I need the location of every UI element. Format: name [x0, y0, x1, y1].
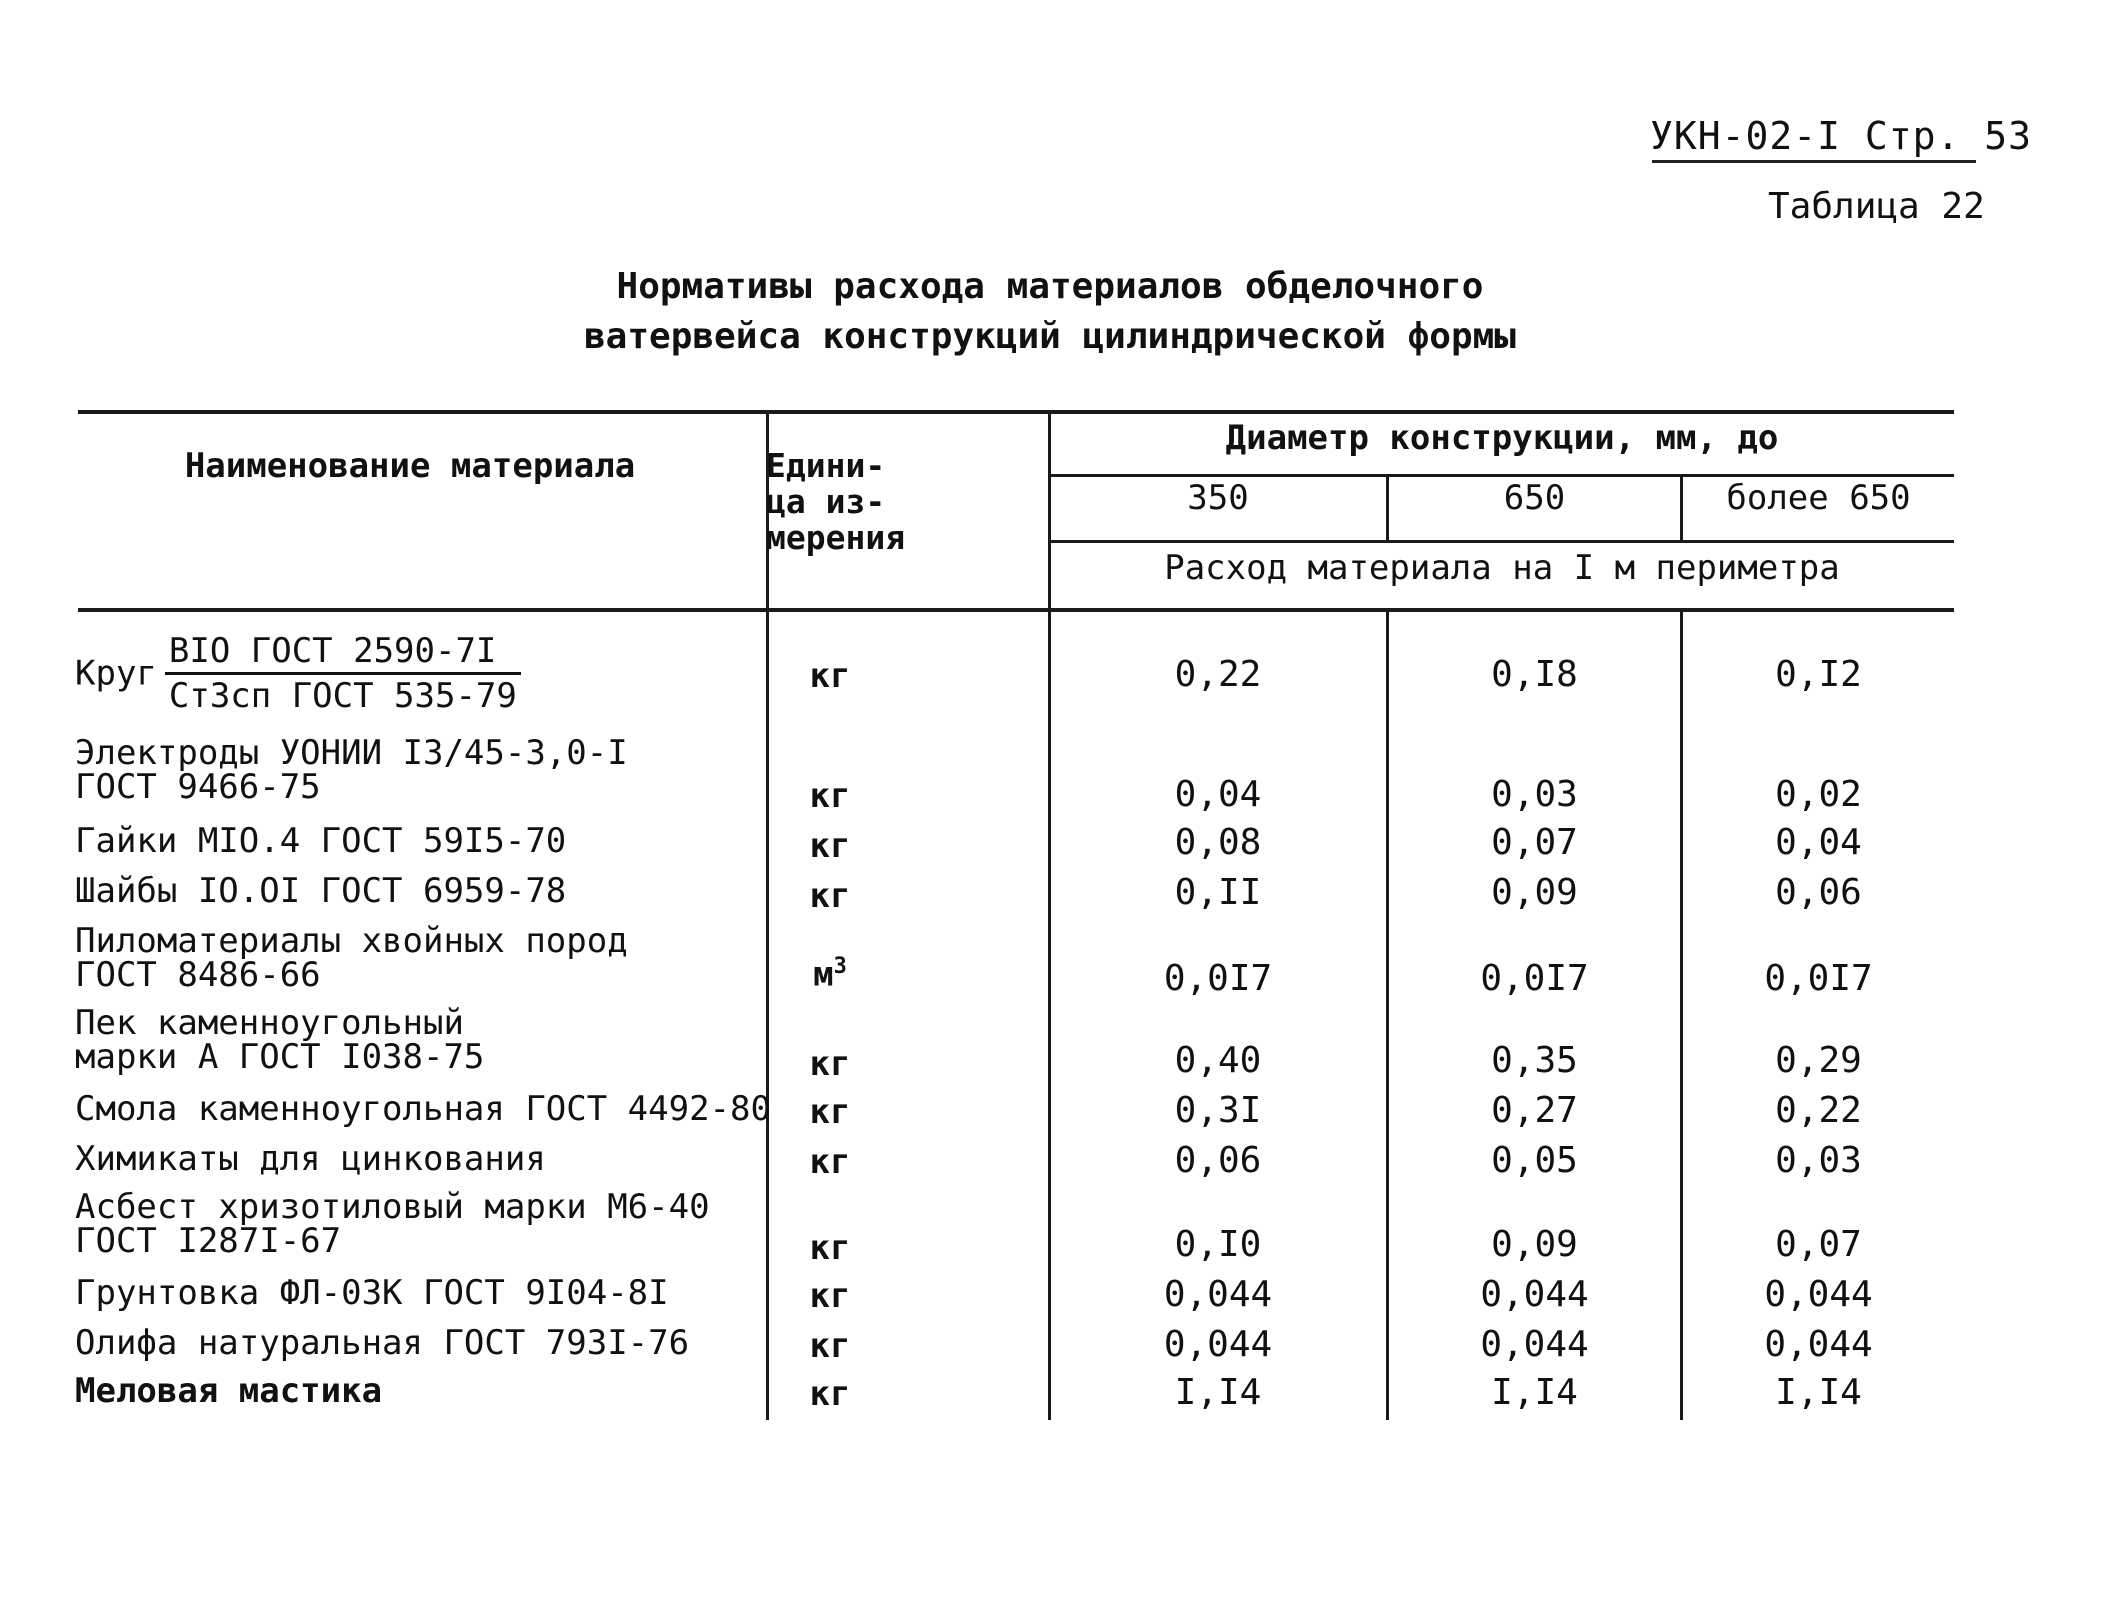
value-650: 0,044 — [1480, 1324, 1589, 1365]
material-name: Гайки MIO.4 ГОСТ 59I5-70 — [75, 821, 567, 861]
unit-cell: кг — [809, 1044, 851, 1084]
value-650: 0,09 — [1491, 872, 1578, 913]
unit-cell: кг — [809, 1228, 851, 1268]
value-350: 0,II — [1174, 872, 1262, 913]
value-650: 0,03 — [1491, 774, 1578, 815]
material-name-line-2: ГОСТ I287I-67 — [75, 1221, 342, 1261]
value-more-650: 0,04 — [1775, 822, 1862, 863]
material-fraction — [165, 631, 521, 716]
value-650: 0,27 — [1491, 1090, 1578, 1131]
value-650: 0,044 — [1480, 1274, 1589, 1315]
unit-cell: кг — [809, 1326, 851, 1366]
value-more-650: I,I4 — [1775, 1372, 1862, 1413]
material-name-line-2: марки А ГОСТ I038-75 — [75, 1037, 485, 1077]
value-650: 0,0I7 — [1480, 958, 1589, 999]
value-more-650: 0,07 — [1775, 1224, 1862, 1265]
unit-cell: кг — [809, 826, 851, 866]
value-350: I,I4 — [1174, 1372, 1262, 1413]
value-more-650: 0,02 — [1775, 774, 1862, 815]
unit-cell — [770, 954, 890, 994]
value-350: 0,06 — [1174, 1140, 1262, 1181]
value-more-650: 0,0I7 — [1764, 958, 1873, 999]
value-more-650: 0,29 — [1775, 1040, 1862, 1081]
value-650: 0,07 — [1491, 822, 1578, 863]
fraction-numerator: BIO ГОСТ 2590-7I — [165, 634, 521, 675]
table-title — [400, 262, 1700, 362]
value-350: 0,40 — [1174, 1040, 1262, 1081]
header-unit-line-2: ца из- — [766, 482, 886, 521]
header-bottom-rule — [78, 608, 1954, 612]
header-col-650: 650 — [1503, 478, 1566, 518]
header-unit — [766, 448, 1046, 556]
value-more-650: 0,044 — [1764, 1324, 1873, 1365]
material-name — [75, 1187, 710, 1261]
material-name — [75, 1003, 485, 1077]
divider-name-unit — [766, 410, 769, 1420]
diameter-rule — [1050, 474, 1954, 477]
value-350: 0,04 — [1174, 774, 1262, 815]
table-top-rule — [78, 410, 1954, 414]
value-350: 0,3I — [1174, 1090, 1262, 1131]
material-name-line-1: Асбест хризотиловый марки M6-40 — [75, 1187, 710, 1227]
unit-cell: кг — [809, 1276, 851, 1316]
header-material-name: Наименование материала — [184, 446, 636, 486]
unit-cell: кг — [809, 1374, 851, 1414]
material-name: Шайбы IO.OI ГОСТ 6959-78 — [75, 871, 567, 911]
table-title-line-1: Нормативы расхода материалов обделочного — [616, 266, 1484, 307]
value-650: 0,I8 — [1491, 654, 1578, 695]
table-number: Таблица 22 — [1768, 186, 1985, 227]
unit-text: м — [813, 954, 834, 995]
header-col-350: 350 — [1187, 478, 1249, 518]
header-consumption: Расход материала на I м периметра — [1164, 548, 1840, 588]
table-title-line-2: ватервейса конструкций цилиндрической формы — [584, 316, 1516, 357]
material-name — [75, 921, 628, 995]
material-name-line-2: ГОСТ 9466-75 — [75, 767, 321, 807]
unit-cell: кг — [809, 776, 851, 816]
unit-cell: кг — [809, 656, 851, 696]
unit-cell: кг — [809, 1092, 851, 1132]
value-350: 0,I0 — [1174, 1224, 1262, 1265]
material-name-line-1: Пек каменноугольный — [75, 1003, 464, 1043]
fraction-denominator: Ст3сп ГОСТ 535-79 — [168, 676, 517, 716]
header-col-more-650: более 650 — [1726, 478, 1911, 518]
material-name: Грунтовка ФЛ-03К ГОСТ 9I04-8I — [75, 1273, 669, 1313]
header-unit-line-3: мерения — [766, 518, 906, 557]
document-code: УКН-02-I Стр. 53 — [1650, 114, 2033, 158]
value-more-650: 0,22 — [1775, 1090, 1862, 1131]
material-name: Олифа натуральная ГОСТ 793I-76 — [75, 1323, 690, 1363]
header-unit-line-1: Едини- — [766, 446, 886, 485]
unit-superscript: 3 — [833, 954, 847, 979]
document-code-underline — [1652, 160, 1976, 163]
material-name-line-1: Электроды УОНИИ I3/45-3,0-I — [75, 733, 628, 773]
value-650: 0,35 — [1491, 1040, 1578, 1081]
value-350: 0,08 — [1174, 822, 1262, 863]
value-more-650: 0,06 — [1775, 872, 1862, 913]
material-name: Меловая мастика — [75, 1371, 383, 1411]
unit-cell: кг — [809, 1142, 851, 1182]
value-350: 0,044 — [1163, 1274, 1273, 1315]
value-more-650: 0,044 — [1764, 1274, 1873, 1315]
material-name-line-2: ГОСТ 8486-66 — [75, 955, 321, 995]
header-diameter: Диаметр конструкции, мм, до — [1225, 418, 1779, 458]
value-650: I,I4 — [1491, 1372, 1578, 1413]
columns-rule — [1050, 540, 1954, 543]
material-name — [75, 631, 521, 716]
material-name — [75, 733, 628, 807]
value-350: 0,0I7 — [1163, 958, 1273, 999]
value-650: 0,09 — [1491, 1224, 1578, 1265]
value-350: 0,044 — [1163, 1324, 1273, 1365]
unit-cell: кг — [809, 876, 851, 916]
value-350: 0,22 — [1174, 654, 1262, 695]
material-name-prefix: Круг — [75, 653, 157, 694]
value-more-650: 0,03 — [1775, 1140, 1862, 1181]
material-name-line-1: Пиломатериалы хвойных пород — [75, 921, 628, 961]
material-name: Смола каменноугольная ГОСТ 4492-80 — [75, 1089, 771, 1129]
value-650: 0,05 — [1491, 1140, 1578, 1181]
material-name: Химикаты для цинкования — [75, 1139, 546, 1179]
value-more-650: 0,I2 — [1775, 654, 1862, 695]
